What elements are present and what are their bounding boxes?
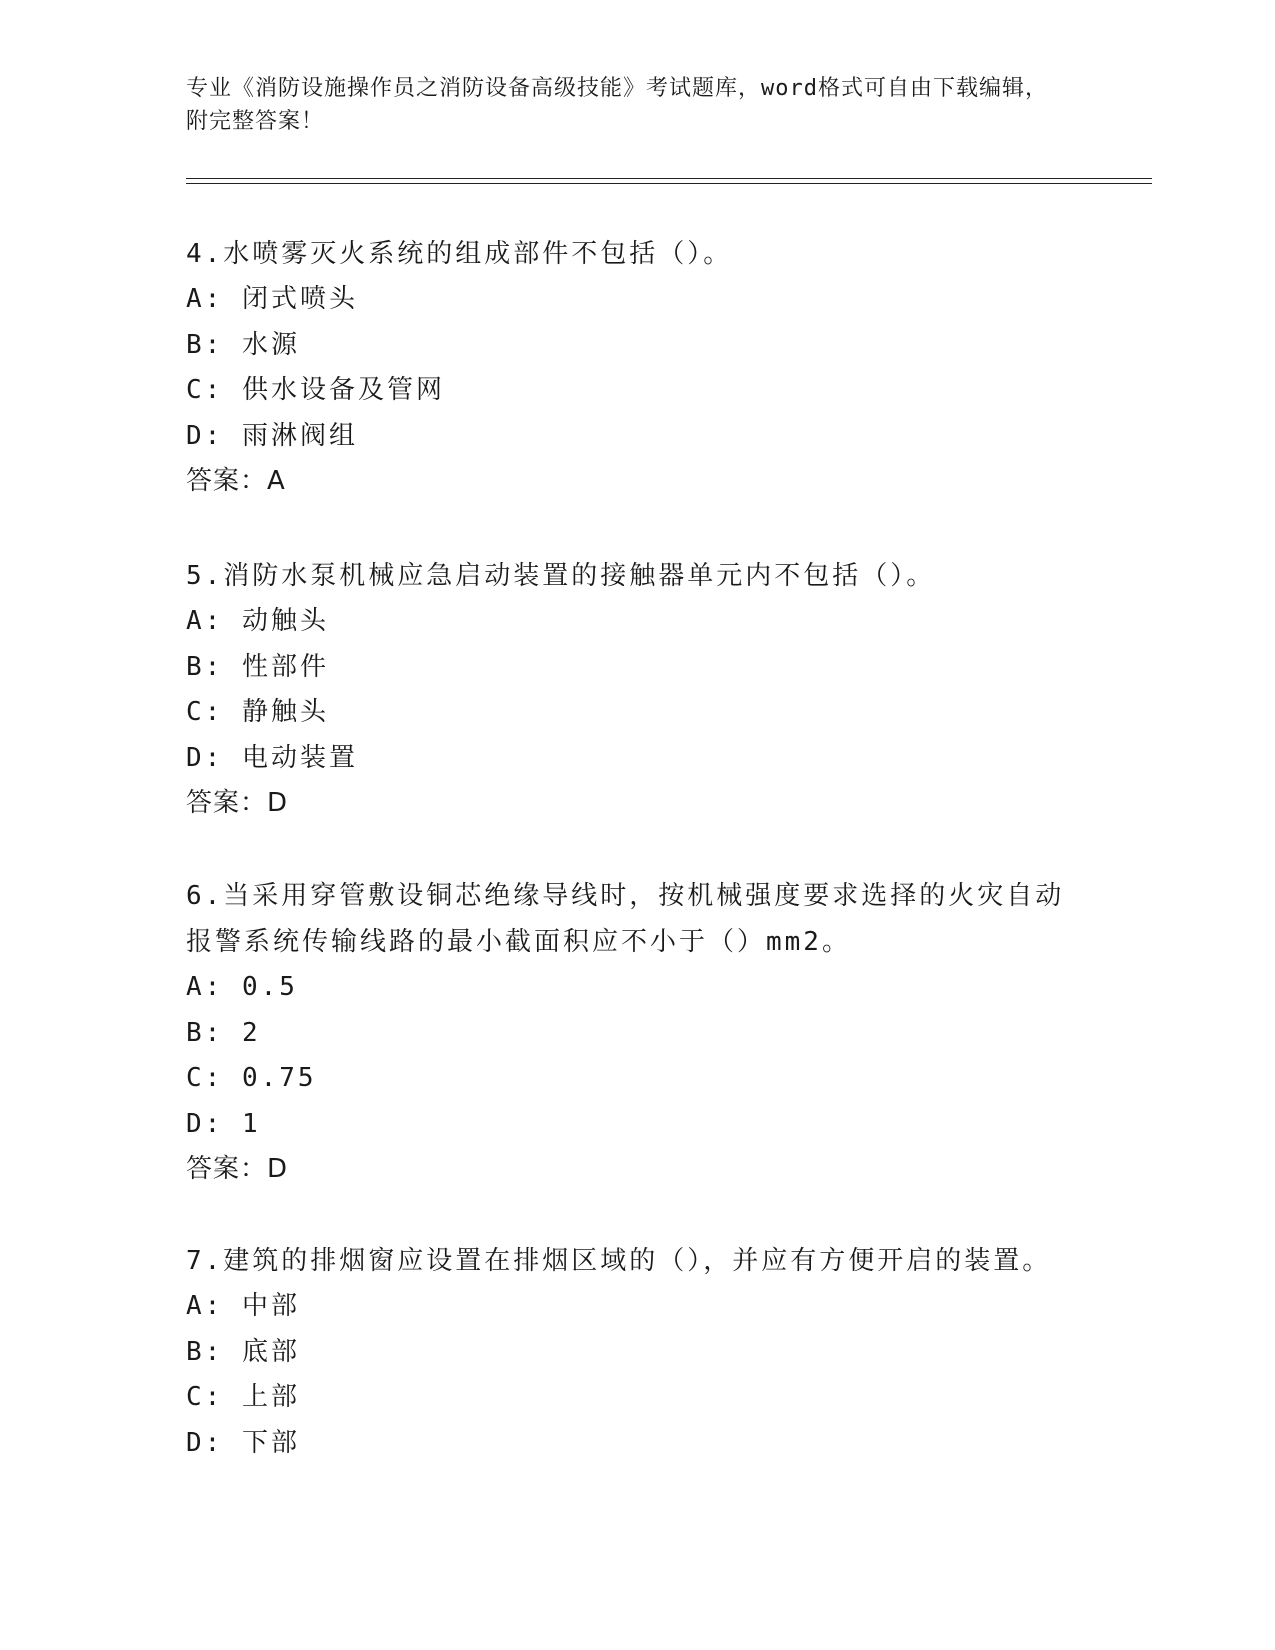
question-4: [186, 231, 1086, 504]
answer: 答案：D: [186, 788, 289, 818]
answer: 答案：A: [186, 466, 286, 496]
option-c: C: 0.75: [186, 1063, 317, 1093]
answer: 答案：D: [186, 1154, 289, 1184]
option-d: D: 雨淋阀组: [186, 420, 358, 451]
option-d: D: 1: [186, 1108, 261, 1139]
option-d: D: 电动装置: [186, 742, 358, 773]
option-d: D: 下部: [186, 1427, 300, 1458]
option-b: B: 水源: [186, 329, 300, 360]
question-stem: 7.建筑的排烟窗应设置在排烟区域的（），并应有方便开启的装置。: [186, 1246, 1052, 1276]
question-6: [186, 873, 1086, 1192]
option-a: A: 闭式喷头: [186, 284, 358, 314]
option-b: B: 底部: [186, 1336, 300, 1367]
option-b: B: 2: [186, 1017, 261, 1048]
question-stem: 4.水喷雾灭火系统的组成部件不包括（）。: [186, 239, 733, 269]
question-stem: 5.消防水泵机械应急启动装置的接触器单元内不包括（）。: [186, 561, 936, 591]
option-c: C: 供水设备及管网: [186, 375, 445, 405]
question-5: [186, 553, 1086, 826]
document-header: 专业《消防设施操作员之消防设备高级技能》考试题库，word格式可自由下载编辑，附完整答案！: [186, 76, 1048, 134]
option-a: A: 动触头: [186, 606, 329, 636]
header-divider-top: [186, 178, 1152, 179]
option-c: C: 静触头: [186, 697, 329, 727]
question-stem: 6.当采用穿管敷设铜芯绝缘导线时，按机械强度要求选择的火灾自动报警系统传输线路的最小截面积应不小于（）mm2。: [186, 881, 1065, 957]
option-c: C: 上部: [186, 1382, 300, 1412]
option-a: A: 0.5: [186, 972, 298, 1002]
option-a: A: 中部: [186, 1291, 300, 1321]
option-b: B: 性部件: [186, 651, 329, 682]
question-7: [186, 1238, 1086, 1466]
header-divider-bottom: [186, 183, 1152, 184]
